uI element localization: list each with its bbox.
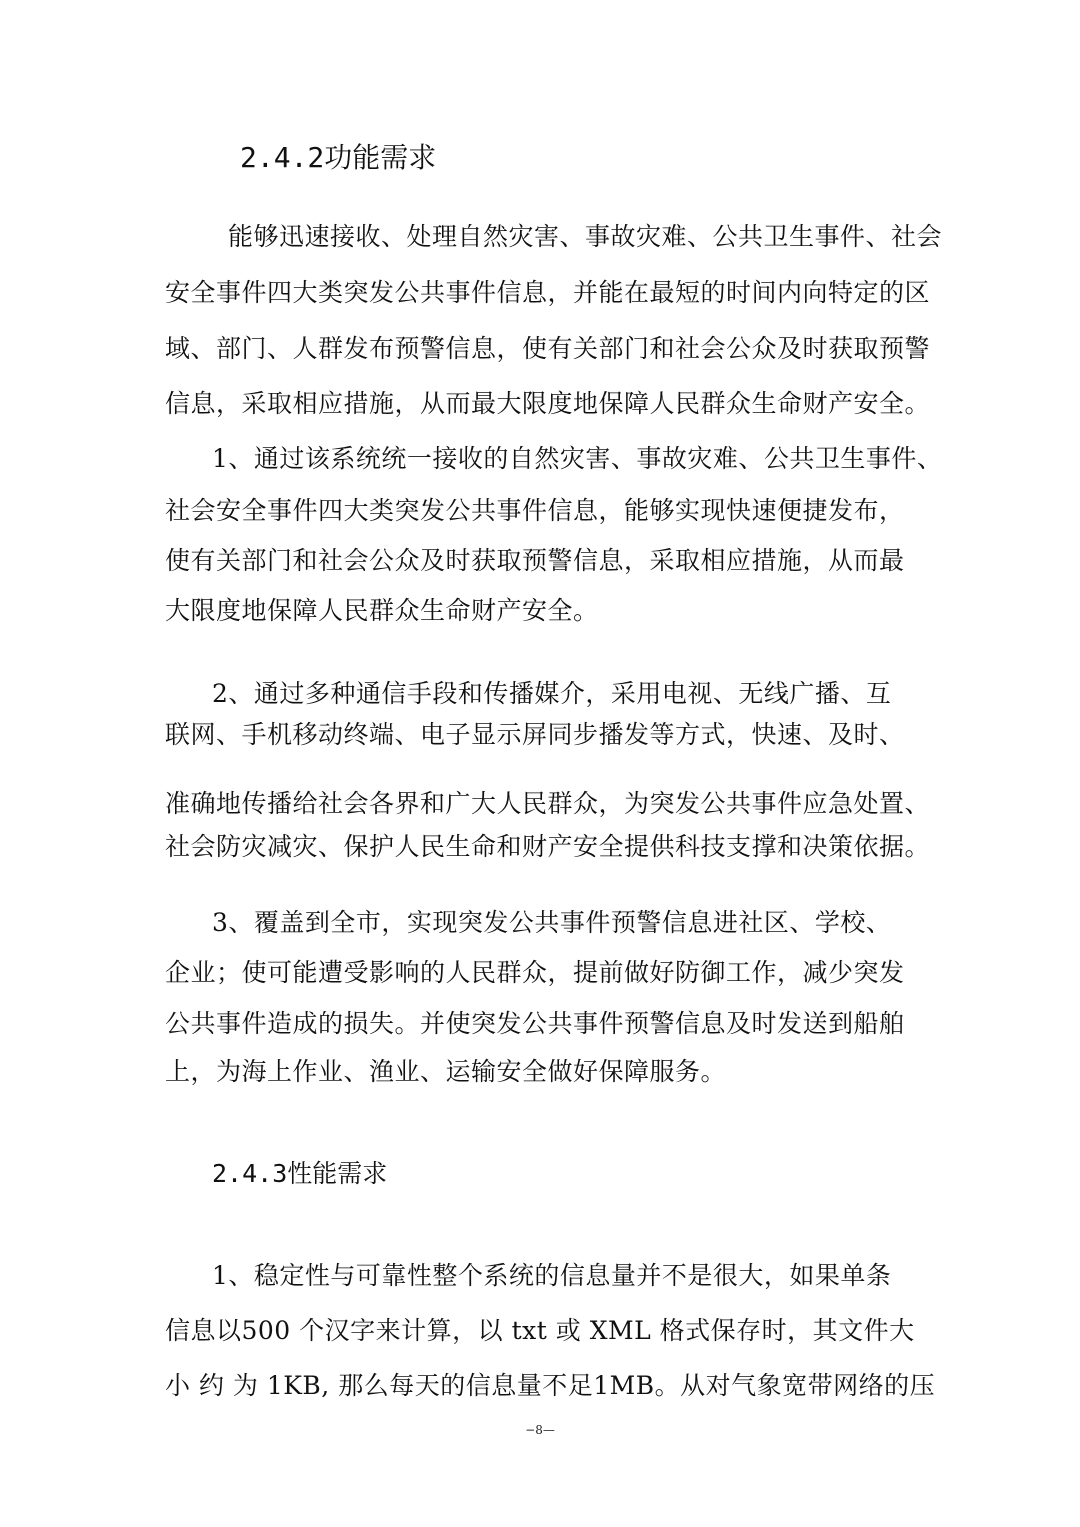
perf-line: 小 约 为 1KB, 那么每天的信息量不足1MB。从对气象宽带网络的压	[165, 1371, 936, 1400]
section-heading: 2.4.2功能需求	[240, 141, 437, 174]
item3-line: 3、覆盖到全市，实现突发公共事件预警信息进社区、学校、	[212, 908, 892, 937]
item1-line: 使有关部门和社会公众及时获取预警信息，采取相应措施，从而最	[165, 546, 905, 575]
subsection-heading: 2.4.3性能需求	[212, 1159, 388, 1188]
item3-line: 上，为海上作业、渔业、运输安全做好保障服务。	[165, 1057, 727, 1086]
item2-line: 联网、手机移动终端、电子显示屏同步播发等方式，快速、及时、	[165, 720, 905, 749]
item2-line: 社会防灾减灾、保护人民生命和财产安全提供科技支撑和决策依据。	[165, 832, 931, 861]
item3-line: 企业；使可能遭受影响的人民群众，提前做好防御工作，减少突发	[165, 958, 905, 987]
item1-line: 社会安全事件四大类突发公共事件信息，能够实现快速便捷发布，	[165, 496, 905, 525]
intro-line: 安全事件四大类突发公共事件信息，并能在最短的时间内向特定的区	[165, 278, 931, 307]
perf-line: 信息以500 个汉字来计算，以 txt 或 XML 格式保存时，其文件大	[165, 1316, 915, 1345]
intro-line: 能够迅速接收、处理自然灾害、事故灾难、公共卫生事件、社会	[228, 222, 943, 251]
item1-line: 1、通过该系统统一接收的自然灾害、事故灾难、公共卫生事件、	[212, 444, 943, 473]
item1-line: 大限度地保障人民群众生命财产安全。	[165, 596, 599, 625]
perf-line: 1、稳定性与可靠性整个系统的信息量并不是很大，如果单条	[212, 1261, 892, 1290]
item3-line: 公共事件造成的损失。并使突发公共事件预警信息及时发送到船舶	[165, 1009, 905, 1038]
intro-line: 信息，采取相应措施，从而最大限度地保障人民群众生命财产安全。	[165, 389, 931, 418]
item2-line: 准确地传播给社会各界和广大人民群众，为突发公共事件应急处置、	[165, 789, 931, 818]
intro-line: 域、部门、人群发布预警信息，使有关部门和社会公众及时获取预警	[165, 334, 931, 363]
item2-line: 2、通过多种通信手段和传播媒介，采用电视、无线广播、互	[212, 679, 892, 708]
page-number: −8—	[525, 1423, 555, 1437]
